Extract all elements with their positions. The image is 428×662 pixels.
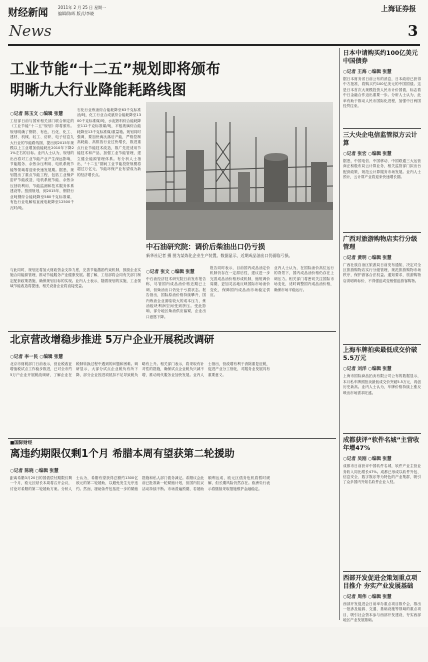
sidebar-item6-byline: ○记者 周伟 ○编辑 张慧: [343, 594, 392, 600]
sidebar-item3-title: 广西对旅游购物店实行分级管理: [343, 235, 418, 251]
sidebar-item2-body: 据悉，中国电信、中国移动、中国联通三大运营商正积极布局云计算业务，相关监管部门拟出台配套政策，规范云计算服务市场发展。业内人士预计，云计算产业将迎来快速增长期。: [343, 158, 421, 180]
sidebar-item5-byline: ○记者 吴刚 ○编辑 张慧: [343, 457, 392, 463]
masthead: [0, 0, 428, 46]
sidebar-item2-title: 三大央企电信监管拟方云计算: [343, 131, 418, 147]
middle-column-2: [210, 266, 270, 326]
section-divider-1: [8, 331, 336, 332]
news-photo: [146, 102, 333, 240]
greece-headline: 离违约期限仅剩1个月 希腊本周有望获第二轮援助: [10, 449, 235, 460]
paper-name: 上海证券报: [381, 4, 416, 13]
beijing-article: [10, 351, 336, 437]
sidebar-rule-5: [343, 571, 421, 572]
sidebar-rule-2: [343, 232, 421, 233]
sidebar-item4-body: 上海市国际商品拍卖有限公司公布的数据显示，本月私车牌照拍卖最低成交价突破5.5万元，再创历史新高。业内人士认为，车牌价格持续上涨反映出市场需求旺盛。: [343, 374, 421, 395]
sidebar-item5-body: 成都市日前获评中国软件名城，软件产业主营业务收入同比增长47%。成都已形成以软件外包、信息安全、数字娱乐等为特色的产业集群，吸引了众多国内外知名软件企业入驻。: [343, 464, 421, 485]
middle-body-3: 业内人士认为，在国际油价高位运行的背景下，国内成品油价格仍存在上调压力。相关部门将密切关注国际市场变化，适时调整国内成品油价格，确保市场平稳运行。: [274, 266, 334, 292]
lead-body-2: 石化行业炼油综合能耗降至63千克标准油/吨，化工行业合成氨综合能耗降至1300千克标准煤/吨，水泥熟料综合能耗降至112千克标准煤/吨，平板玻璃综合能耗降至13千克标准煤/重量箱。规划同时强调，要加快淘汰落后产能，严格控制高耗能、高排放行业过快增长，推进重点行业节能技术改造，推广先进适用节能技术和产品，加强工业节能管理，建立健全能源管理体系。有分析人士指出，“十二五”期间工业节能投资规模将超过万亿元，节能环保产业有望成为新的经济增长点。: [77, 108, 141, 177]
lead-headline-line1: 工业节能“十二五”规划即将颁布: [10, 62, 221, 78]
photo-caption-title: 中石油研究院：调价后柴油出口仍亏损: [146, 243, 265, 251]
refinery-image: [146, 102, 333, 240]
page-number: 3: [407, 22, 418, 40]
lead-body-3: 与此同时，规划还将加大财政资金支持力度，完善节能激励约束机制，鼓励企业实施合同能源管理，推动节能服务产业健康发展。据了解，工信部将会同有关部门制定配套政策措施，确保规划目标的实现。业内人士表示，随着规划的实施，工业领域节能改造将提速，相关设备企业将直接受益。: [10, 268, 141, 289]
date-line: [58, 5, 106, 17]
greece-tag: ■国际财经: [10, 441, 33, 446]
middle-byline: ○记者 张文 ○编辑 张慧: [146, 270, 195, 275]
middle-column-1: [146, 266, 206, 326]
middle-body-1: 中石油经济技术研究院日前发布报告称，尽管国内成品油价格近期已上调，但柴油出口仍处于亏损状态。报告指出，国际原油价格持续攀升，国内炼油企业面临较大的成本压力，炼油板块利润空间受到挤压。受此影响，部分地区柴油供应偏紧，企业出口意愿下降。: [146, 277, 206, 319]
lead-column-3: [10, 268, 141, 328]
sidebar-item5-title: 成都获评“软件名城”主营收年增47%: [343, 437, 420, 453]
lead-byline: ○记者 陈玉文 ○编辑 张慧: [10, 112, 64, 117]
greece-body: 距离希腊3月20日的国债偿付期限仅剩一个月，欧元区财长本周将召开会议，讨论对希腊的第二轮援助方案。分析人士认为，希腊有望获得总额约1300亿欧元的第二轮援助，以避免发生无序违约。然而，援助条件包括进一步的紧缩措施和私人部门债务减记。希腊议会此前已批准新一轮紧缩计划，但国内抗议活动持续不断。市场普遍预期，若援助顺利达成，欧元区债务危机将暂时缓解，但长期风险仍然存在。欧洲央行表示将继续采取措施维护金融稳定。: [10, 476, 270, 491]
sidebar-item1-body: 据日本财务省日前公布的消息，日本政府已获得中方批准，将购买约100亿美元的中国国债。这是日本首次大规模投资人民币计价国债，标志着中日金融合作迈出重要一步。分析人士认为，此举有助于推动人民币国际化进程，加强中日两国经贸往来。: [343, 77, 421, 109]
sidebar-item1-title: 日本中请购买约100亿美元中国债券: [343, 50, 418, 65]
beijing-body: 北京市财税部门日前表示，营业税改征增值税试点工作稳步推进，已对全市约5万户企业开展税改调研，了解企业在税制转换过程中遇到的问题和困难。调研显示，大部分试点企业税负有所下降，部分企业因进项抵扣不足导致税负略有上升。相关部门表示，将采取有针对性的措施，确保试点企业税负只减不增，推动现代服务业加快发展。业内人士指出，营改增有利于消除重复征税，促进产业分工细化，对服务业发展具有重要意义。: [10, 362, 270, 377]
section-subtitle: News: [9, 22, 52, 40]
middle-column-3: [274, 266, 334, 326]
sidebar-rule-3: [343, 344, 421, 345]
beijing-headline: 北京营改增稳步推进 5万户企业开展税改调研: [10, 335, 215, 346]
issue-date: 2011年 2 月 25 日 星期一: [58, 5, 107, 10]
sidebar-item4-byline: ○记者 刘洋 ○编辑 张慧: [343, 367, 392, 373]
greece-article: [10, 465, 336, 620]
sidebar-item1-byline: ○记者 王海 ○编辑 张慧: [343, 70, 392, 75]
masthead-rule: [8, 44, 420, 46]
sidebar-divider: [339, 48, 340, 620]
sidebar-rule-1: [343, 128, 421, 129]
sidebar-rule-4: [343, 433, 421, 434]
lead-headline-line2: 明晰九大行业降能耗路线图: [10, 83, 187, 99]
greece-byline: ○记者 陈晓 ○编辑 张慧: [10, 469, 59, 474]
sidebar-item3-byline: ○记者 黄明 ○编辑 张慧: [343, 255, 392, 261]
editor-credit: 编辑/陈晖 版式/李晓: [58, 11, 94, 16]
lead-headline: [10, 60, 272, 102]
sidebar-item6-body: 西部开发促进会日前举办重点项目推介会，推出一批涉及能源、交通、基础设施等领域的重点项目，吸引社会资本参与西部开发建设，夯实西部地区产业发展基础。: [343, 601, 421, 623]
lead-column-2: [77, 108, 141, 263]
section-title: 财经新闻: [8, 8, 48, 19]
photo-caption: 新华社记者 摄 图为某炼化企业生产装置。数据显示，近期成品油出口仍面临亏损。: [146, 253, 293, 258]
beijing-byline: ○记者 李一民 ○编辑 张慧: [10, 355, 64, 360]
sidebar: [343, 50, 421, 623]
middle-body-2: 报告同时表示，目前国内成品油定价机制仍存在一定滞后性，建议进一步完善成品油价格形成机制，缩短调价周期，更加灵活地反映国际市场油价变化，保障国内成品油市场稳定供应。: [210, 266, 270, 298]
lead-column-1: [10, 108, 74, 263]
sidebar-item3-body: 广西壮族自治区旅游局日前发布通知，决定对全区旅游购物店实行分级管理，规范旅游购物市场秩序，保护游客合法权益。通知要求，旅游购物店须明码标价，不得强迫或变相强迫游客购物。: [343, 262, 421, 283]
sidebar-item6-title: 西部开发促进会策划重点项目推介 夯实产业发展基础: [343, 574, 418, 590]
lead-body-1: 工信部日前与国家相关部门联合制定的《工业节能“十二五”规划》即将颁布。规划明确了钢铁、有色、石化、化工、建材、机械、轻工、纺织、电子信息九大行业的节能路线图，提出到2015年规模以上工业增加值能耗比2010年下降21%左右的目标。业内人士认为，规划的出台将对工业节能产业产生深远影响，节能服务、余热余压利用、电机系统节能等领域将迎来快速发展期。据悉，规划提出了重点节能工程，包括工业锅炉窑炉节能改造、电机系统节能、余热余压回收利用、节能监测和技术服务体系建设等。按照规划，到2015年，钢铁行业吨钢综合能耗降至580千克标准煤，有色行业电解铝直流电耗降至12500千瓦时/吨。: [10, 119, 74, 210]
section-divider-2: [8, 438, 336, 439]
sidebar-item2-byline: ○记者 张宏 ○编辑 张慧: [343, 151, 392, 157]
sidebar-item4-title: 上海车牌拍卖最低成交价破5.5万元: [343, 347, 418, 363]
